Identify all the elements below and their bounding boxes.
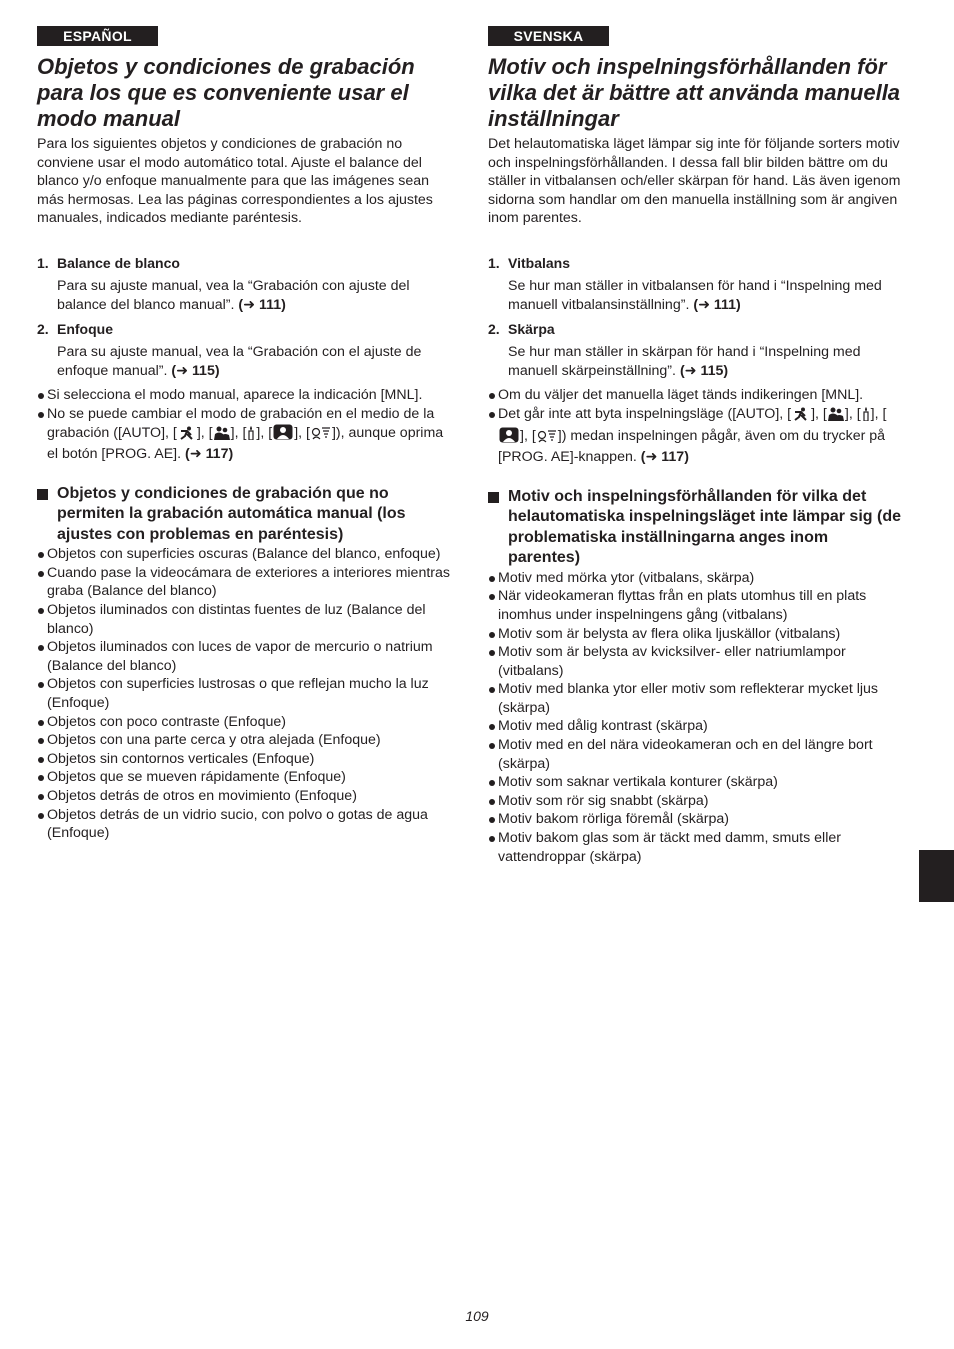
list-item: Motiv med en del nära videokameran och en del längre bort (skärpa) <box>488 736 904 773</box>
item-number: 2. <box>488 321 500 338</box>
list-item: Objetos que se mueven rápidamente (Enfoque) <box>37 768 453 787</box>
list-item: Motiv med mörka ytor (vitbalans, skärpa) <box>488 569 904 588</box>
list-item: Objetos con superficies oscuras (Balance del blanco, enfoque) <box>37 545 453 564</box>
item-number: 1. <box>37 254 49 271</box>
list-item: Motiv bakom rörliga föremål (skärpa) <box>488 810 904 829</box>
item-number: 2. <box>37 321 49 338</box>
numbered-item <box>37 320 453 380</box>
section-title: Objetos y condiciones de grabación para los que es conveniente usar el modo manual <box>37 54 415 131</box>
intro-paragraph: Para los siguientes objetos y condiciones de grabación no conviene usar el modo automático total. Ajuste el balance del blanco y/o enfoque manualmente para que las imágenes sean más hermosas. Lea las páginas correspondientes a los ajustes manuales, indicados mediante paréntesis. <box>37 136 433 227</box>
list-item: Objetos con superficies lustrosas o que reflejan mucho la luz (Enfoque) <box>37 675 453 712</box>
surf-snow-mode-icon <box>311 426 331 446</box>
item-heading: Balance de blanco <box>57 254 180 271</box>
conditions-list <box>488 569 904 867</box>
list-item: Motiv som är belysta av flera olika ljuskällor (vitbalans) <box>488 625 904 644</box>
page-reference: (➜ 111) <box>238 296 286 313</box>
list-item: Objetos iluminados con distintas fuentes de luz (Balance del blanco) <box>37 601 453 638</box>
list-item: När videokameran flyttas från en plats utomhus till en plats inomhus under inspelningens gång (vitbalans) <box>488 587 904 624</box>
item-heading: Vitbalans <box>508 254 570 271</box>
note-item: Det går inte att byta inspelningsläge ([AUTO], [ ], [ ], [ ], [], [ ]) medan inspelningen pågår, även om du trycker på [PROG. AE]-knappen. (➜ 117) <box>488 405 904 467</box>
item-number: 1. <box>488 254 500 271</box>
sports-mode-icon <box>792 407 810 427</box>
section-title: Motiv och inspelningsförhållanden för vilka det är bättre att använda manuella inställningar <box>488 54 901 131</box>
section-tab-marker <box>919 850 954 902</box>
list-item: Objetos detrás de otros en movimiento (Enfoque) <box>37 787 453 806</box>
numbered-item <box>488 320 904 380</box>
portrait-mode-icon <box>828 407 844 427</box>
list-item: Motiv som rör sig snabbt (skärpa) <box>488 792 904 811</box>
note-item: Om du väljer det manuella läget tänds indikeringen [MNL]. <box>488 386 904 405</box>
list-item: Motiv som saknar vertikala konturer (skärpa) <box>488 773 904 792</box>
sports-mode-icon <box>178 426 196 446</box>
item-body: Se hur man ställer in vitbalansen för hand i “Inspelning med manuell vitbalansinställning”. <box>508 277 882 313</box>
list-item: Objetos sin contornos verticales (Enfoque) <box>37 750 453 769</box>
swedish-column <box>488 26 904 866</box>
page-number: 109 <box>465 1308 489 1324</box>
portrait-mode-icon <box>214 426 230 446</box>
page-reference: (➜ 111) <box>693 296 741 313</box>
list-item: Objetos iluminados con luces de vapor de mercurio o natrium (Balance del blanco) <box>37 638 453 675</box>
numbered-list <box>37 254 453 380</box>
notes-list <box>37 386 453 463</box>
conditions-list <box>37 545 453 843</box>
notes-list <box>488 386 904 466</box>
subsection-heading: Objetos y condiciones de grabación que no permiten la grabación automática manual (los ajustes con problemas en paréntesis) <box>37 484 453 546</box>
spanish-column <box>37 26 453 843</box>
spotlight-mode-icon <box>273 424 293 446</box>
note-item: Si selecciona el modo manual, aparece la indicación [MNL]. <box>37 386 453 405</box>
page-reference: (➜ 117) <box>185 446 234 463</box>
list-item: Motiv med dålig kontrast (skärpa) <box>488 717 904 736</box>
item-body: Se hur man ställer in skärpan för hand i “Inspelning med manuell skärpeinställning”. <box>508 344 861 379</box>
list-item: Motiv med blanka ytor eller motiv som reflekterar mycket ljus (skärpa) <box>488 680 904 717</box>
item-heading: Enfoque <box>57 321 113 338</box>
list-item: Motiv bakom glas som är täckt med damm, smuts eller vattendroppar (skärpa) <box>488 829 904 866</box>
list-item: Motiv som är belysta av kvicksilver- eller natriumlampor (vitbalans) <box>488 643 904 680</box>
page-reference: (➜ 115) <box>679 362 729 379</box>
numbered-item <box>488 254 904 314</box>
list-item: Objetos con poco contraste (Enfoque) <box>37 713 453 732</box>
language-label: ESPAÑOL <box>37 26 158 46</box>
list-item: Objetos con una parte cerca y otra alejada (Enfoque) <box>37 731 453 750</box>
square-bullet-icon <box>488 492 499 503</box>
language-label: SVENSKA <box>488 26 609 46</box>
subsection-heading: Motiv och inspelningsförhållanden för vilka det helautomatiska inspelningsläget inte lämpar sig (de problematiska inställningarna anges inom parentes) <box>488 487 904 569</box>
list-item: Cuando pase la videocámara de exteriores a interiores mientras graba (Balance del blanco) <box>37 564 453 601</box>
item-body: Para su ajuste manual, vea la “Grabación con el ajuste de enfoque manual”. <box>57 344 422 379</box>
numbered-item <box>37 254 453 314</box>
numbered-list <box>488 254 904 380</box>
list-item: Objetos detrás de un vidrio sucio, con polvo o gotas de agua (Enfoque) <box>37 806 453 843</box>
item-heading: Skärpa <box>508 321 555 338</box>
low-light-mode-icon <box>862 407 870 427</box>
intro-paragraph: Det helautomatiska läget lämpar sig inte för följande sorters motiv och inspelningsförhållanden. I dessa fall blir bilden bättre om du ställer in vitbalansen och/eller skärpan för hand. Läs även igenom sidorna som handlar om den manuella inställning som är angiven inom parentes. <box>488 136 901 227</box>
spotlight-mode-icon <box>499 427 519 449</box>
page-reference: (➜ 115) <box>171 362 220 379</box>
item-body: Para su ajuste manual, vea la “Grabación con ajuste del balance del blanco manual”. <box>57 277 410 313</box>
square-bullet-icon <box>37 489 48 500</box>
page-reference: (➜ 117) <box>640 449 689 466</box>
low-light-mode-icon <box>247 426 255 446</box>
note-item: No se puede cambiar el modo de grabación en el medio de la grabación ([AUTO], [ ], [ ], [ ], [ ], [ ]), aunque oprima el botón [PROG. AE]. (➜ 117) <box>37 405 453 464</box>
surf-snow-mode-icon <box>537 429 557 449</box>
